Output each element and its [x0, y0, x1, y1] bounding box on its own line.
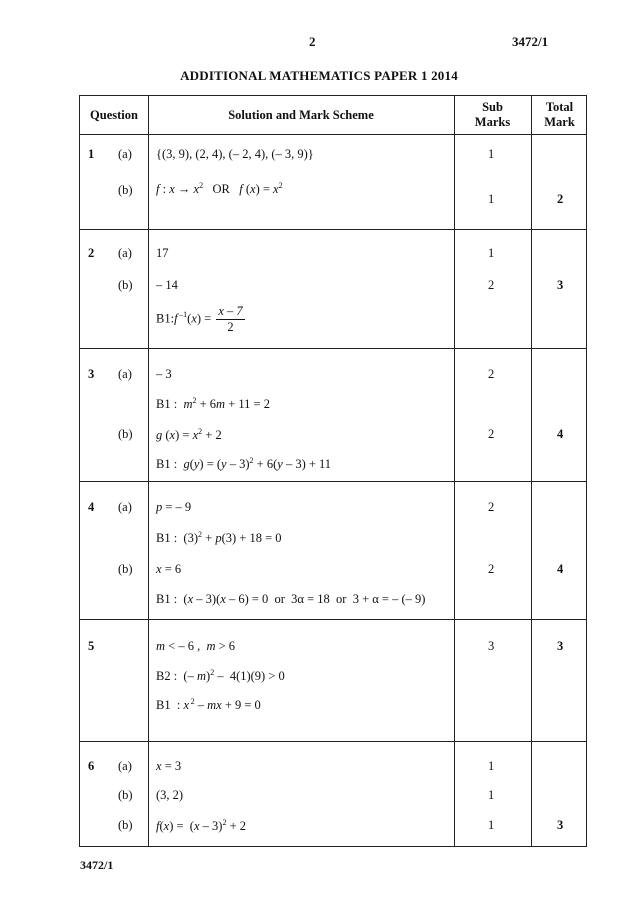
- q5-total: 3: [557, 639, 564, 653]
- row-divider: [80, 134, 586, 135]
- q3-number: 3: [88, 367, 95, 381]
- mark-scheme-table: [79, 95, 587, 847]
- footer-paper-code: 3472/1: [80, 858, 114, 872]
- q4-part-b: (b): [118, 562, 133, 576]
- q1-solution-a: {(3, 9), (2, 4), (– 2, 4), (– 3, 9)}: [156, 147, 314, 161]
- row-divider: [80, 348, 586, 349]
- q4-total: 4: [557, 562, 564, 576]
- q2-sub-a: 1: [488, 246, 495, 260]
- q4-solution-a: p = – 9: [156, 500, 192, 514]
- q3-sub-a: 2: [488, 367, 495, 381]
- q2-part-b: (b): [118, 278, 133, 292]
- header-total-line2: Mark: [544, 115, 575, 129]
- q2-number: 2: [88, 246, 95, 260]
- q1-sub-b: 1: [488, 192, 495, 206]
- header-solution: Solution and Mark Scheme: [228, 108, 374, 122]
- q5-b2: B2 : (– m)$^2$ – 4(1)(9) > 0: [156, 668, 285, 684]
- q3-sub-b: 2: [488, 427, 495, 441]
- q4-sub-a: 2: [488, 500, 495, 514]
- q6-sub-b: 1: [488, 788, 495, 802]
- row-divider: [80, 229, 586, 230]
- row-divider: [80, 619, 586, 620]
- q3-part-a: (a): [118, 367, 132, 381]
- q4-b1-a: B1 : $(3)^2 + p(3) + 18 = 0$: [156, 530, 282, 546]
- col-divider-sub: [531, 96, 532, 846]
- q5-number: 5: [88, 639, 95, 653]
- header-sub-marks: [454, 100, 531, 130]
- q5-b1: B1 : x $^2$ – mx + 9 = 0: [156, 697, 261, 713]
- q6-solution-b: (3, 2): [156, 788, 184, 802]
- q6-part-a: (a): [118, 759, 132, 773]
- q3-solution-b: g $(x) = x^2 + 2$: [156, 427, 222, 443]
- header-total-line1: Total: [545, 100, 574, 114]
- q6-number: 6: [88, 759, 95, 773]
- q4-solution-b: x = 6: [156, 562, 182, 576]
- q1-solution-b: f : $x \to x^2$ OR f $(x) = x^2$: [156, 181, 283, 197]
- page-title: ADDITIONAL MATHEMATICS PAPER 1 2014: [180, 68, 458, 83]
- q6-solution-a: x = 3: [156, 759, 182, 773]
- q3-total: 4: [557, 427, 564, 441]
- q5-sub: 3: [488, 639, 495, 653]
- q1-total: 2: [557, 192, 564, 206]
- q3-b1-b: B1 : g(y) = (y – 3)$^2$ + 6(y – 3) + 11: [156, 456, 332, 472]
- q6-part-b: (b): [118, 788, 133, 802]
- q6-sub-c: 1: [488, 818, 495, 832]
- col-divider-solution: [454, 96, 455, 846]
- header-sub-line2: Marks: [474, 115, 511, 129]
- q2-solution-b: – 14: [156, 278, 178, 292]
- col-divider-question: [148, 96, 149, 846]
- header-question: Question: [90, 108, 138, 122]
- q4-sub-b: 2: [488, 562, 495, 576]
- q2-part-a: (a): [118, 246, 132, 260]
- q4-b1-b: B1 : (x – 3)(x – 6) = 0 or 3α = 18 or 3 + α = – (– 9): [156, 592, 426, 606]
- q2-solution-a: 17: [156, 246, 169, 260]
- q1-part-a: (a): [118, 147, 132, 161]
- q2-b1-working: B1:f $^{-1}$(x) = $\frac{x - 7}{2}$: [156, 304, 243, 334]
- q5-solution: m < – 6 , m > 6: [156, 639, 236, 653]
- q1-sub-a: 1: [488, 147, 495, 161]
- q3-solution-a: – 3: [156, 367, 172, 381]
- q4-number: 4: [88, 500, 95, 514]
- paper-code: 3472/1: [512, 34, 549, 49]
- q6-solution-c: f(x) = (x – 3)$^2$ + 2: [156, 818, 247, 834]
- q1-part-b: (b): [118, 183, 133, 197]
- header-total-mark: [531, 100, 588, 130]
- q3-part-b: (b): [118, 427, 133, 441]
- q6-sub-a: 1: [488, 759, 495, 773]
- row-divider: [80, 741, 586, 742]
- q6-total: 3: [557, 818, 564, 832]
- q6-part-c: (b): [118, 818, 133, 832]
- q4-part-a: (a): [118, 500, 132, 514]
- q2-total: 3: [557, 278, 564, 292]
- q2-sub-b: 2: [488, 278, 495, 292]
- header-sub-line1: Sub: [482, 100, 503, 114]
- q1-number: 1: [88, 147, 95, 161]
- page-number: 2: [309, 34, 316, 49]
- q3-b1-a: B1 : $m^2 + 6m + 11 = 2$: [156, 396, 270, 412]
- row-divider: [80, 481, 586, 482]
